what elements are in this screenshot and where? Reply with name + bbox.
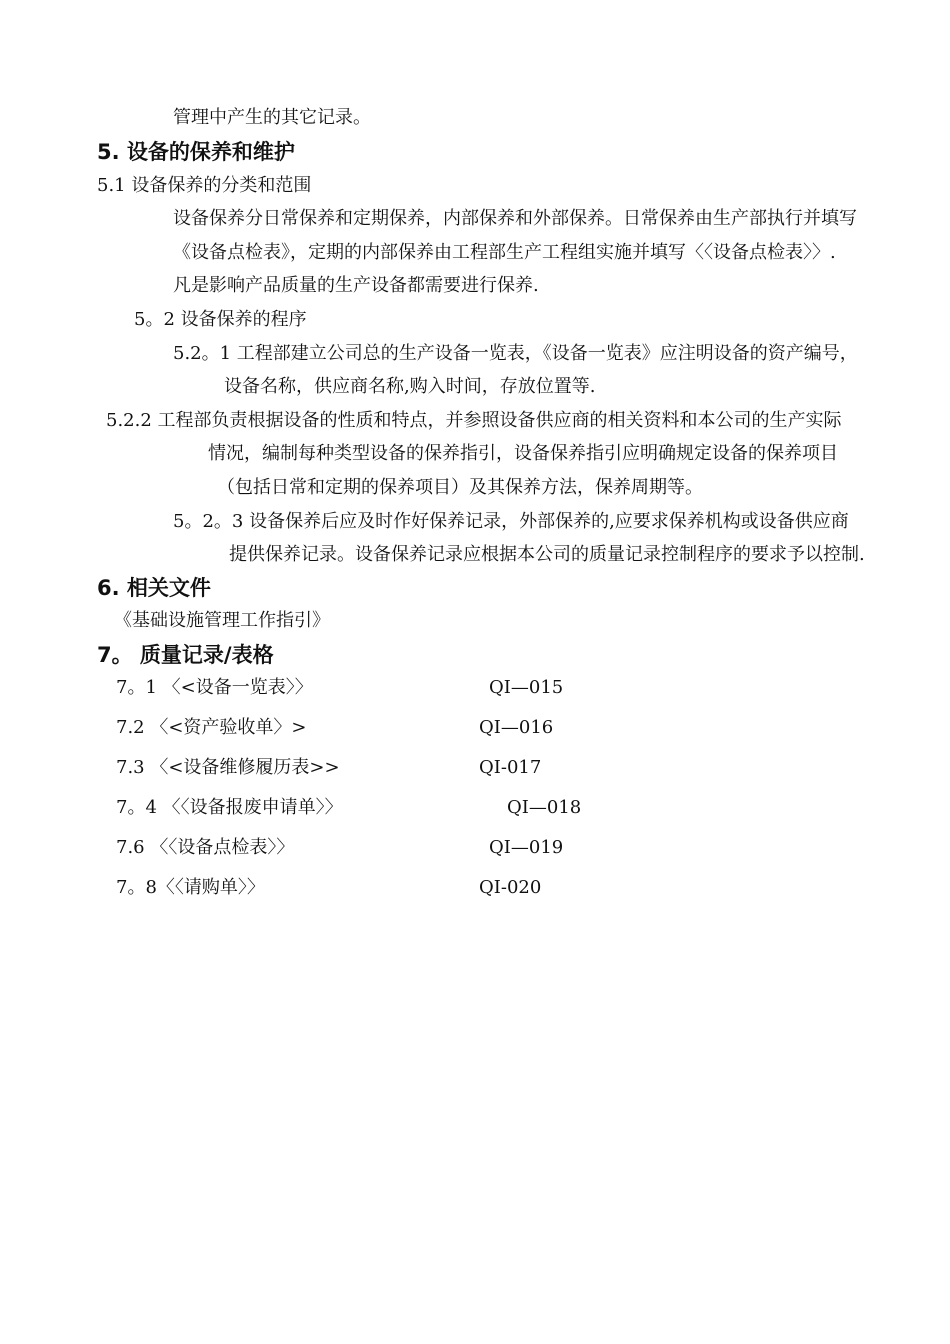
item-5-2-2-line-1: 5.2.2 工程部负责根据设备的性质和特点，并参照设备供应商的相关资料和本公司的生产实际 [106, 410, 842, 431]
paragraph-5-1-line-3: 凡是影响产品质量的生产设备都需要进行保养. [173, 275, 539, 296]
item-5-2-3-line-1: 5。2。3 设备保养后应及时作好保养记录，外部保养的,应要求保养机构或设备供应商 [173, 511, 849, 532]
item-5-2-1-line-2: 设备名称，供应商名称,购入时间，存放位置等. [224, 376, 596, 397]
record-code: QI—016 [479, 717, 554, 738]
record-label: 7.3 〈<设备维修履历表>> [116, 757, 340, 778]
subsection-5-2-heading: 5。2 设备保养的程序 [134, 309, 307, 330]
record-label: 7。4 〈〈设备报废申请单〉〉 [116, 797, 343, 818]
record-code: QI—018 [507, 797, 582, 818]
record-code: QI—015 [489, 677, 564, 698]
record-code: QI-017 [479, 757, 542, 778]
continued-text: 管理中产生的其它记录。 [173, 107, 371, 128]
item-5-2-2-line-2: 情况，编制每种类型设备的保养指引，设备保养指引应明确规定设备的保养项目 [208, 443, 838, 464]
record-code: QI-020 [479, 877, 542, 898]
paragraph-5-1-line-1: 设备保养分日常保养和定期保养，内部保养和外部保养。日常保养由生产部执行并填写 [173, 208, 857, 229]
record-label: 7。1 〈<设备一览表〉〉 [116, 677, 313, 698]
section-7-heading: 7。 质量记录/表格 [97, 643, 274, 667]
subsection-5-1-heading: 5.1 设备保养的分类和范围 [97, 175, 312, 196]
record-code: QI—019 [489, 837, 564, 858]
item-5-2-3-line-2: 提供保养记录。设备保养记录应根据本公司的质量记录控制程序的要求予以控制. [229, 544, 865, 565]
paragraph-5-1-line-2: 《设备点检表》，定期的内部保养由工程部生产工程组实施并填写〈〈设备点检表〉〉. [173, 242, 836, 263]
record-label: 7.6 〈〈设备点检表〉〉 [116, 837, 295, 858]
record-label: 7。8〈〈请购单〉〉 [116, 877, 265, 898]
item-5-2-2-line-3: （包括日常和定期的保养项目）及其保养方法，保养周期等。 [217, 477, 703, 498]
item-5-2-1-line-1: 5.2。1 工程部建立公司总的生产设备一览表，《设备一览表》应注明设备的资产编号， [173, 343, 858, 364]
related-document-reference: 《基础设施管理工作指引》 [114, 610, 330, 631]
record-label: 7.2 〈<资产验收单〉> [116, 717, 307, 738]
section-5-heading: 5. 设备的保养和维护 [97, 140, 295, 164]
section-6-heading: 6. 相关文件 [97, 576, 211, 600]
